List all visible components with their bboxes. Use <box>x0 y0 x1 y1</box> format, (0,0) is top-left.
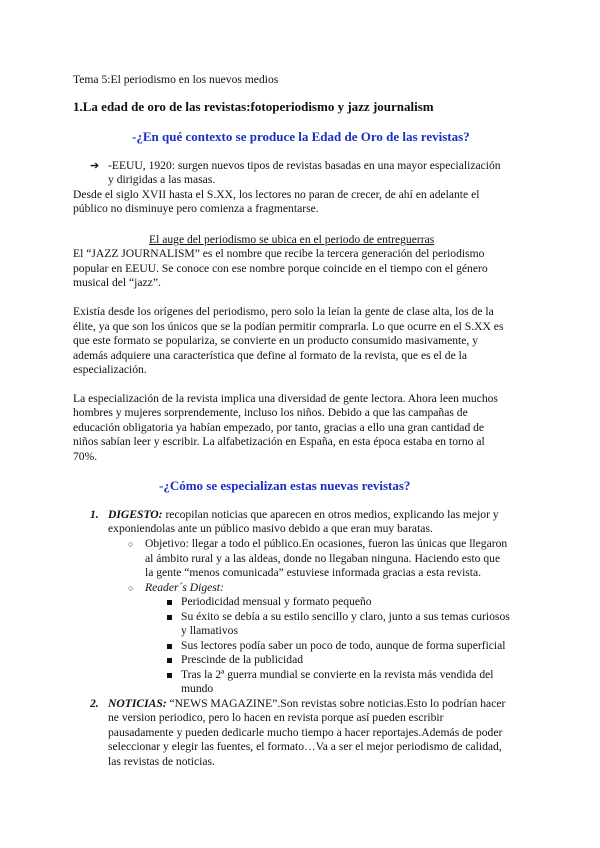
item-label: NOTICIAS: <box>108 697 167 710</box>
square-item-line: Su éxito se debía a su estilo sencillo y claro, junto a sus temas curiosos <box>181 610 510 623</box>
list-number: 1. <box>90 508 99 521</box>
question-heading-1: -¿En qué contexto se produce la Edad de Oro de las revistas? <box>132 129 470 144</box>
list-item-line: pausadamente y pueden dedicarle mucho tiempo a hacer reportajes.Además de poder <box>108 726 503 739</box>
sub-item-line: al ámbito rural y a las aldeas, donde no llegaban ninguna. Haciendo esto que <box>145 552 501 565</box>
item-label: DIGESTO: <box>108 508 163 521</box>
square-item-line: y llamativos <box>181 624 238 637</box>
sub-item-line: Objetivo: llegar a todo el público.En ocasiones, fueron las únicas que llegaron <box>145 537 508 550</box>
square-bullet-icon <box>167 644 172 649</box>
paragraph-line: público no disminuye pero comienza a fragmentarse. <box>73 202 319 215</box>
circle-bullet-icon: ○ <box>128 539 134 549</box>
square-item-line: mundo <box>181 682 214 695</box>
square-bullet-icon <box>167 600 172 605</box>
list-item-line: ne version periodico, pero lo hacen en revista porque así pueden escribir <box>108 711 444 724</box>
paragraph-line: élite, ya que son los únicos que se la podían permitir comprarla. Lo que ocurre en el S.XX es <box>73 320 504 333</box>
underlined-heading: El auge del periodismo se ubica en el periodo de entreguerras <box>149 233 435 246</box>
circle-bullet-icon: ○ <box>128 583 134 593</box>
bullet-text-line: y dirigidas a las masas. <box>108 173 216 186</box>
paragraph-line: que este formato se populariza, se convierte en un producto consumido masivamente, y <box>73 334 479 347</box>
sub-item-line: Reader´s Digest: <box>145 581 224 594</box>
paragraph-line: especialización. <box>73 363 147 376</box>
topic-title: Tema 5:El periodismo en los nuevos medios <box>73 73 279 86</box>
paragraph-line: 70%. <box>73 450 98 463</box>
square-bullet-icon <box>167 673 172 678</box>
paragraph-line: hombres y mujeres sorprendemente, incluso los niños. Debido a que las campañas de <box>73 406 468 419</box>
list-item-line: exponiendolas ante un público masivo debido a que eran muy baratas. <box>108 522 433 535</box>
paragraph-line: niños sabían leer y escribir. La alfabetización en España, en esta época estaba en torno al <box>73 435 485 448</box>
arrow-bullet-icon: ➔ <box>90 160 100 172</box>
square-bullet-icon <box>167 658 172 663</box>
paragraph-line: popular en EEUU. Se conoce con ese nombre porque coincide en el tiempo con el género <box>73 262 488 275</box>
paragraph-line: El “JAZZ JOURNALISM” es el nombre que recibe la tercera generación del periodismo <box>73 247 485 260</box>
paragraph-line: además adquiere una característica que define al formato de la revista, que es el de la <box>73 349 467 362</box>
question-heading-2: -¿Cómo se especializan estas nuevas revistas? <box>159 478 411 493</box>
paragraph-line: musical del “jazz”. <box>73 276 161 289</box>
list-number: 2. <box>90 697 99 710</box>
square-bullet-icon <box>167 615 172 620</box>
square-item-line: Sus lectores podía saber un poco de todo, aunque de forma superficial <box>181 639 506 652</box>
paragraph-line: Desde el siglo XVII hasta el S.XX, los lectores no paran de crecer, de ahí en adelante el <box>73 188 480 201</box>
list-item-line: las revistas de noticias. <box>108 755 215 768</box>
square-item-line: Periodicidad mensual y formato pequeño <box>181 595 372 608</box>
list-item-line: DIGESTO: recopilan noticias que aparecen en otros medios, explicando las mejor y <box>108 508 499 521</box>
paragraph-line: educación obligatoria ya habían empezado, por tanto, gracias a ello una gran cantidad de <box>73 421 485 434</box>
section-heading: 1.La edad de oro de las revistas:fotoperiodismo y jazz journalism <box>73 99 434 114</box>
list-item-line: NOTICIAS: “NEWS MAGAZINE”.Son revistas sobre noticias.Esto lo podrían hacer <box>108 697 506 710</box>
paragraph-line: La especialización de la revista implica una diversidad de gente lectora. Ahora leen muchos <box>73 392 498 405</box>
square-item-line: Tras la 2ª guerra mundial se convierte en la revista más vendida del <box>181 668 494 681</box>
sub-item-line: la gente “menos comunicada” estuviese informada gracias a esta revista. <box>145 566 482 579</box>
paragraph-line: Existía desde los orígenes del periodismo, pero solo la leían la gente de clase alta, los de la <box>73 305 494 318</box>
bullet-text-line: -EEUU, 1920: surgen nuevos tipos de revistas basadas en una mayor especialización <box>108 159 501 172</box>
list-item-line: seleccionar y elegir las fuentes, el formato…Va a ser el mejor periodismo de calidad, <box>108 740 502 753</box>
square-item-line: Prescinde de la publicidad <box>181 653 304 666</box>
